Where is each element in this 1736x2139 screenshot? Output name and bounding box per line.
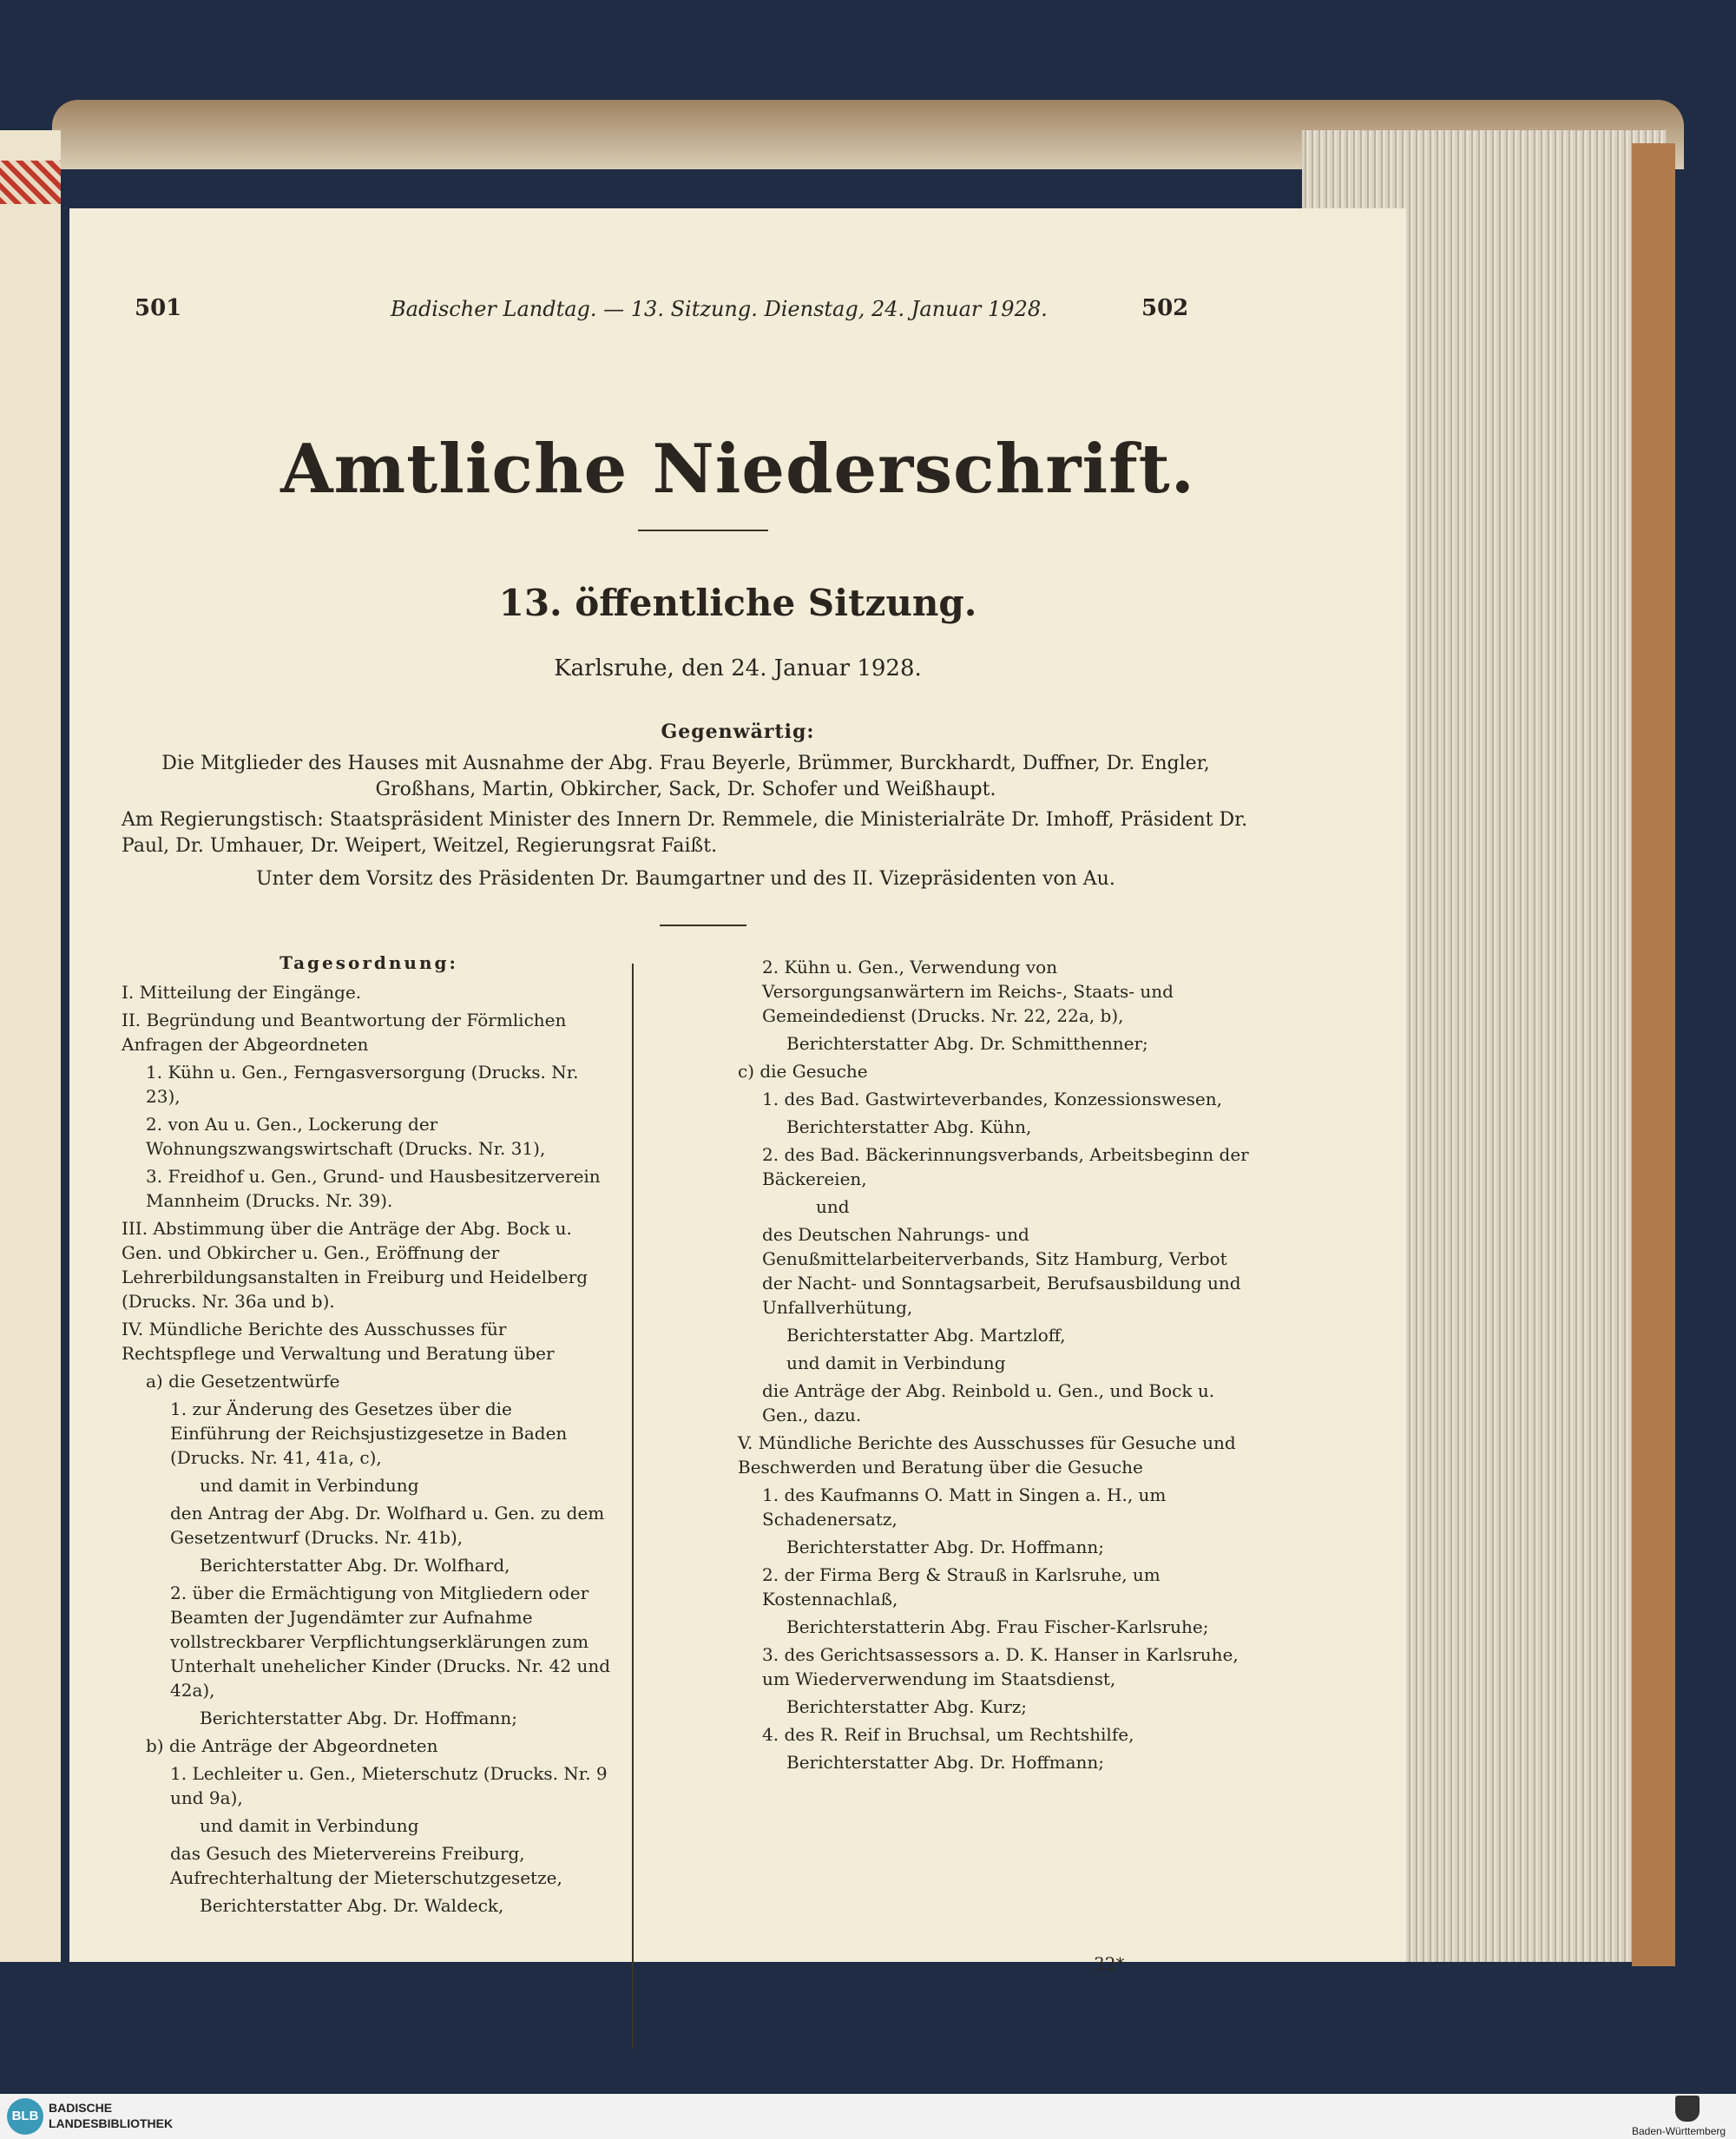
left-agenda-item: 1. zur Änderung des Gesetzes über die Einführung der Reichsjustizgesetze in Baden (Drucks. Nr. 41, 41a, c), xyxy=(170,1399,568,1468)
date-line: Karlsruhe, den 24. Januar 1928. xyxy=(554,655,922,681)
state-name: Baden-Württemberg xyxy=(1632,2125,1726,2137)
library-name-line2: LANDESBIBLIOTHEK xyxy=(49,2116,174,2130)
right-agenda-item: 2. der Firma Berg & Strauß in Karlsruhe, um Kostennachlaß, xyxy=(762,1564,1161,1609)
running-head: Badischer Landtag. — 13. Sitzung. Dienstag, 24. Januar 1928. xyxy=(391,297,1048,321)
state-coat-of-arms-icon xyxy=(1675,2096,1700,2122)
left-agenda-item: Berichterstatter Abg. Dr. Hoffmann; xyxy=(200,1708,518,1728)
left-agenda-item: I. Mitteilung der Eingänge. xyxy=(122,982,362,1003)
signature-mark: 32* xyxy=(1094,1953,1125,1974)
present-chair: Unter dem Vorsitz des Präsidenten Dr. Baumgartner und des II. Vizepräsidenten von Au. xyxy=(256,868,1115,890)
right-agenda-item: 3. des Gerichtsassessors a. D. K. Hanser in Karlsruhe, um Wiederverwendung im Staatsdienst, xyxy=(762,1644,1239,1689)
left-page-edge xyxy=(0,130,61,1962)
left-agenda-item: IV. Mündliche Berichte des Ausschusses für Rechtspflege und Verwaltung und Beratung über xyxy=(122,1319,555,1364)
present-heading: Gegenwärtig: xyxy=(661,721,815,743)
left-agenda-item: 3. Freidhof u. Gen., Grund- und Hausbesitzerverein Mannheim (Drucks. Nr. 39). xyxy=(146,1166,601,1211)
column-divider xyxy=(632,964,634,2049)
right-agenda-item: die Anträge der Abg. Reinbold u. Gen., und Bock u. Gen., dazu. xyxy=(762,1380,1215,1425)
book-spine-ribbon xyxy=(0,161,61,204)
left-agenda-item: Berichterstatter Abg. Dr. Wolfhard, xyxy=(200,1555,510,1576)
left-agenda-item: III. Abstimmung über die Anträge der Abg. Bock u. Gen. und Obkircher u. Gen., Eröffnung der Lehrerbildungsanstalten in Freiburg und Heidelberg (Drucks. Nr. 36a und b). xyxy=(122,1218,589,1312)
left-agenda-item: das Gesuch des Mietervereins Freiburg, Aufrechterhaltung der Mieterschutzgesetze, xyxy=(170,1843,562,1888)
left-agenda-item: b) die Anträge der Abgeordneten xyxy=(146,1735,438,1756)
library-name xyxy=(49,2100,173,2131)
left-agenda-item: II. Begründung und Beantwortung der Förmlichen Anfragen der Abgeordneten xyxy=(122,1010,567,1055)
right-agenda-item: 4. des R. Reif in Bruchsal, um Rechtshilfe, xyxy=(762,1724,1134,1745)
left-agenda-item: 2. über die Ermächtigung von Mitgliedern oder Beamten der Jugendämter zur Aufnahme vollstreckbarer Verpflichtungserklärungen zum Unterhalt unehelicher Kinder (Drucks. Nr. 42 und 42a), xyxy=(170,1583,611,1701)
session-subtitle: 13. öffentliche Sitzung. xyxy=(498,582,977,624)
left-agenda-item: und damit in Verbindung xyxy=(200,1475,419,1496)
right-agenda-item: 1. des Bad. Gastwirteverbandes, Konzessionswesen, xyxy=(762,1089,1223,1109)
right-agenda-item: 2. des Bad. Bäckerinnungsverbands, Arbeitsbeginn der Bäckereien, xyxy=(762,1144,1249,1189)
left-agenda-item: 1. Lechleiter u. Gen., Mieterschutz (Drucks. Nr. 9 und 9a), xyxy=(170,1763,608,1808)
right-agenda-item: und xyxy=(816,1196,850,1217)
left-agenda-item: den Antrag der Abg. Dr. Wolfhard u. Gen. zu dem Gesetzentwurf (Drucks. Nr. 41b), xyxy=(170,1503,605,1548)
title-rule xyxy=(638,530,768,531)
left-agenda-item: 2. von Au u. Gen., Lockerung der Wohnungszwangswirtschaft (Drucks. Nr. 31), xyxy=(146,1114,546,1159)
book-cover xyxy=(1632,143,1675,1966)
left-agenda-item: Berichterstatter Abg. Dr. Waldeck, xyxy=(200,1895,504,1916)
library-footer-bar xyxy=(0,2094,1736,2139)
present-members: Die Mitglieder des Hauses mit Ausnahme der Abg. Frau Beyerle, Brümmer, Burckhardt, Duffner, Dr. Engler, Großhans, Martin, Obkircher, Sack, Dr. Schofer und Weißhaupt. xyxy=(161,753,1210,800)
right-agenda-item: Berichterstatter Abg. Dr. Schmitthenner; xyxy=(786,1033,1148,1054)
right-agenda-item: Berichterstatter Abg. Dr. Hoffmann; xyxy=(786,1537,1105,1557)
agenda-right-column xyxy=(738,955,1259,1778)
right-agenda-item: Berichterstatter Abg. Kurz; xyxy=(786,1696,1028,1717)
right-agenda-item: Berichterstatterin Abg. Frau Fischer-Karlsruhe; xyxy=(786,1616,1209,1637)
left-agenda-item: 1. Kühn u. Gen., Ferngasversorgung (Drucks. Nr. 23), xyxy=(146,1062,579,1107)
page-title: Amtliche Niederschrift. xyxy=(280,430,1195,509)
right-agenda-item: c) die Gesuche xyxy=(738,1061,868,1082)
document-page xyxy=(69,208,1406,1974)
left-agenda-item: a) die Gesetzentwürfe xyxy=(146,1371,340,1392)
present-government: Am Regierungstisch: Staatspräsident Minister des Innern Dr. Remmele, die Ministerialräte Dr. Imhoff, Präsident Dr. Paul, Dr. Umhauer, Dr. Weipert, Weitzel, Regierungsrat Faißt. xyxy=(122,809,1248,857)
right-agenda-item: und damit in Verbindung xyxy=(786,1353,1006,1373)
agenda-left-column xyxy=(122,951,616,1921)
right-agenda-item: Berichterstatter Abg. Dr. Hoffmann; xyxy=(786,1752,1105,1773)
running-header xyxy=(69,295,1406,330)
right-agenda-item: Berichterstatter Abg. Martzloff, xyxy=(786,1325,1066,1346)
right-page-number: 502 xyxy=(1141,295,1189,321)
right-agenda-item: 1. des Kaufmanns O. Matt in Singen a. H., um Schadenersatz, xyxy=(762,1484,1167,1530)
blb-logo[interactable]: BLB xyxy=(7,2098,43,2135)
right-agenda-item: des Deutschen Nahrungs- und Genußmittelarbeiterverbands, Sitz Hamburg, Verbot der Nacht- und Sonntagsarbeit, Berufsausbildung und Unfallverhütung, xyxy=(762,1224,1241,1318)
left-page-number: 501 xyxy=(135,295,182,321)
library-name-line1: BADISCHE xyxy=(49,2101,113,2115)
right-agenda-item: Berichterstatter Abg. Kühn, xyxy=(786,1116,1032,1137)
right-agenda-item: 2. Kühn u. Gen., Verwendung von Versorgungsanwärtern im Reichs-, Staats- und Gemeindedienst (Drucks. Nr. 22, 22a, b), xyxy=(762,957,1174,1026)
right-agenda-item: V. Mündliche Berichte des Ausschusses für Gesuche und Beschwerden und Beratung über die Gesuche xyxy=(738,1432,1236,1478)
left-agenda-item: und damit in Verbindung xyxy=(200,1815,419,1836)
agenda-heading: Tagesordnung: xyxy=(279,952,458,973)
section-rule xyxy=(660,925,746,926)
